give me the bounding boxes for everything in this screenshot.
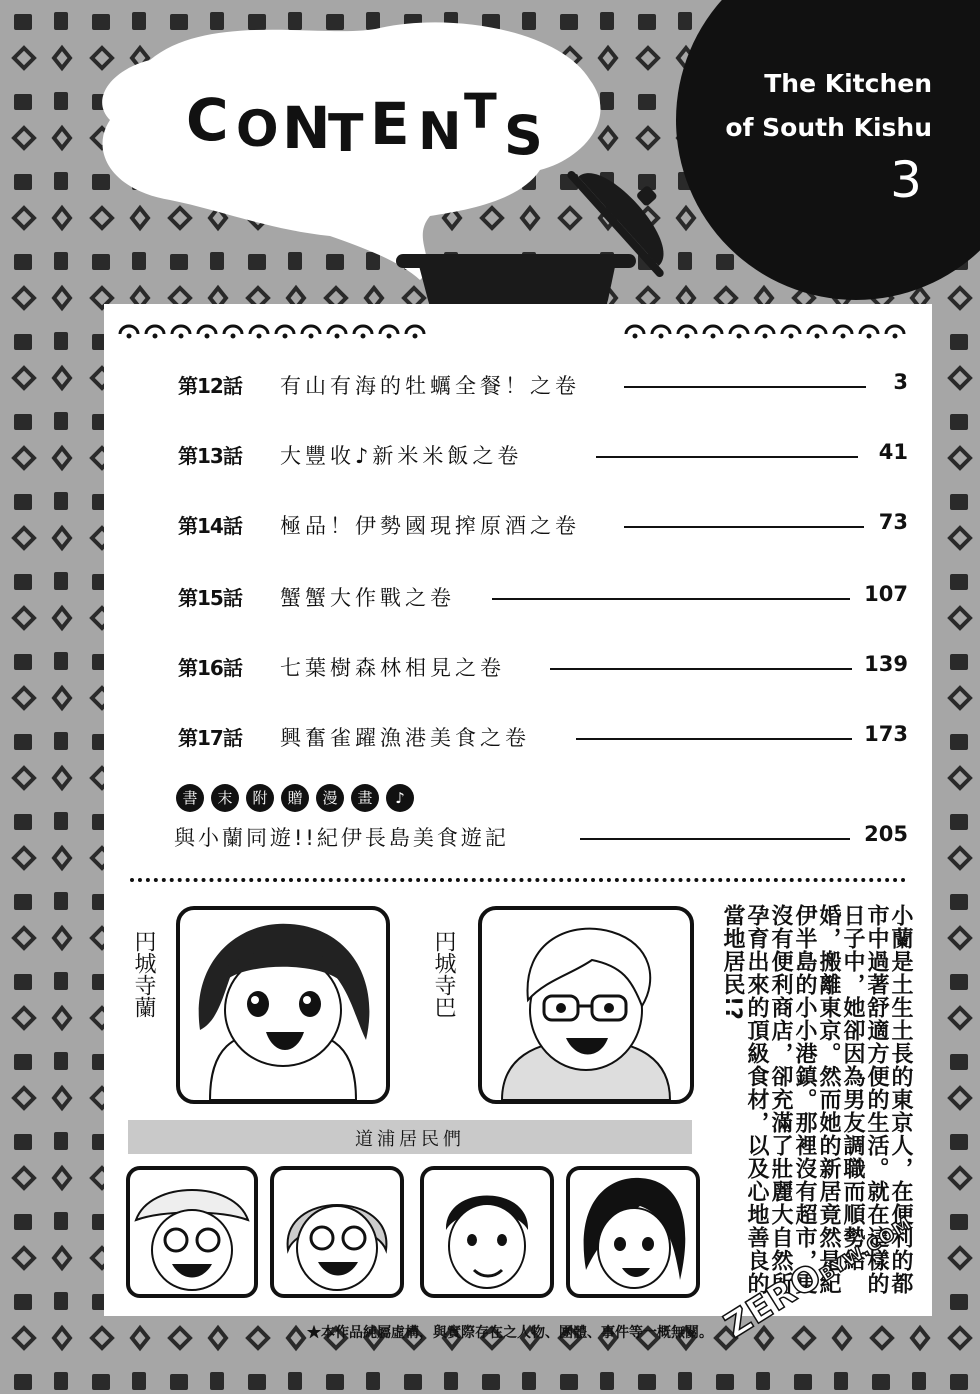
toc-page-number: 205 — [864, 822, 908, 846]
series-title-line1: The Kitchen — [764, 69, 932, 98]
heading-letter: N — [418, 102, 462, 162]
character-name-ran — [128, 930, 158, 1027]
heading-letter: O — [236, 100, 279, 158]
toc-entry-ch17[interactable] — [178, 718, 908, 758]
toc-entry-ch14[interactable] — [178, 506, 908, 546]
contents-heading — [186, 78, 566, 167]
synopsis-text: 小蘭是土生土長的東京人，在便利的都市中過著舒適方便的生活。就在這樣的日子中，她卻因為男友調職而順勢結婚，搬離東京。然而她的新居竟然是紀伊半島的小小港鎮。那裡沒有超市，更沒有便利商店，卻充滿了壯麗大自然所孕育出來的頂級食材，以及心地善良的當地居民!? — [720, 904, 913, 1295]
toc-page-number: 3 — [893, 370, 908, 394]
toc-page-number: 139 — [864, 652, 908, 676]
heading-letter: S — [504, 104, 543, 167]
series-title — [700, 62, 932, 150]
ran-face-illustration — [180, 910, 386, 1100]
bonus-title: 與小蘭同遊!!紀伊長島美食遊記 — [174, 826, 509, 850]
toc-entry-ch12[interactable] — [178, 366, 908, 406]
toc-leader-line — [580, 838, 850, 840]
toc-chapter-title: 極品！伊勢國現搾原酒之卷 — [280, 514, 580, 538]
heading-letter: T — [328, 104, 364, 164]
disclaimer: ★本作品純屬虛構，與實際存在之人物、團體、事件等一概無關。 — [307, 1325, 713, 1341]
toc-chapter-title: 興奮雀躍漁港美食之卷 — [280, 726, 530, 750]
toc-chapter-number: 第16話 — [178, 656, 242, 680]
toc-page-number: 173 — [864, 722, 908, 746]
tomoe-face-illustration — [482, 910, 690, 1100]
portrait-resident-2 — [270, 1166, 404, 1298]
bonus-label-char: ♪ — [386, 784, 414, 812]
series-title-line2: of South Kishu — [725, 113, 932, 142]
resident-woman-illustration — [570, 1170, 696, 1294]
portrait-resident-4 — [566, 1166, 700, 1298]
watermark-main: ZERO — [717, 1255, 830, 1347]
heading-letter: N — [282, 94, 331, 162]
toc-leader-line — [550, 668, 852, 670]
resident-grandma-illustration — [274, 1170, 400, 1294]
character-name-text: 円城寺巴 — [431, 930, 456, 1018]
toc-chapter-number: 第15話 — [178, 586, 242, 610]
toc-entry-bonus[interactable] — [174, 818, 908, 858]
portrait-tomoe — [478, 906, 694, 1104]
toc-chapter-number: 第13話 — [178, 444, 242, 468]
portrait-resident-3 — [420, 1166, 554, 1298]
watermark-sub: BYW.COM — [816, 1212, 916, 1287]
portrait-ran — [176, 906, 390, 1104]
bonus-label-char: 畫 — [351, 784, 379, 812]
steam-cloud-illustration — [0, 0, 700, 340]
bonus-label-char: 附 — [246, 784, 274, 812]
bonus-label-char: 末 — [211, 784, 239, 812]
toc-entry-ch16[interactable] — [178, 648, 908, 688]
toc-leader-line — [624, 526, 864, 528]
toc-leader-line — [624, 386, 866, 388]
residents-label: 道浦居民們 — [355, 1129, 465, 1150]
toc-chapter-title: 大豐收♪新米米飯之卷 — [280, 444, 523, 468]
residents-banner — [128, 1120, 692, 1154]
resident-hat-man-illustration — [130, 1170, 254, 1294]
heading-letter: T — [464, 84, 497, 140]
toc-leader-line — [596, 456, 858, 458]
resident-young-man-illustration — [424, 1170, 550, 1294]
toc-chapter-title: 有山有海的牡蠣全餐！之卷 — [280, 374, 580, 398]
portrait-resident-1 — [126, 1166, 258, 1298]
bonus-label-char: 贈 — [281, 784, 309, 812]
volume-number: 3 — [890, 151, 922, 209]
bonus-label — [176, 784, 421, 814]
toc-leader-line — [576, 738, 852, 740]
toc-chapter-number: 第12話 — [178, 374, 242, 398]
heading-letter: C — [186, 86, 229, 154]
toc-page-number: 73 — [878, 510, 908, 534]
character-name-tomoe — [428, 930, 458, 1027]
bonus-label-char: 書 — [176, 784, 204, 812]
toc-entry-ch13[interactable] — [178, 436, 908, 476]
toc-leader-line — [492, 598, 850, 600]
toc-chapter-title: 七葉樹森林相見之卷 — [280, 656, 505, 680]
scallop-border-right — [624, 320, 920, 342]
toc-chapter-number: 第14話 — [178, 514, 242, 538]
toc-entry-ch15[interactable] — [178, 578, 908, 618]
character-name-text: 円城寺蘭 — [131, 930, 156, 1018]
toc-chapter-number: 第17話 — [178, 726, 242, 750]
toc-page-number: 107 — [864, 582, 908, 606]
toc-page-number: 41 — [878, 440, 908, 464]
scallop-border-left — [118, 320, 438, 342]
heading-letter: E — [370, 90, 410, 158]
section-divider — [130, 878, 906, 882]
bonus-label-char: 漫 — [316, 784, 344, 812]
toc-chapter-title: 蟹蟹大作戰之卷 — [280, 586, 455, 610]
